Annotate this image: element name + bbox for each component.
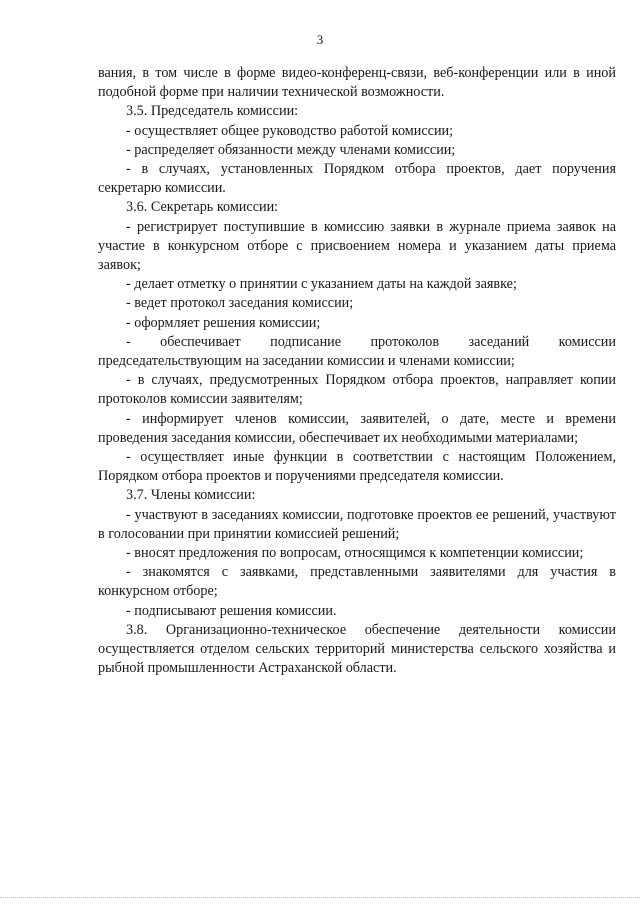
list-item: - обеспечивает подписание протоколов заседаний комиссии председательствующим на заседании комиссии и членами комиссии; bbox=[98, 333, 616, 370]
list-item: - в случаях, установленных Порядком отбора проектов, дает поручения секретарю комиссии. bbox=[98, 161, 616, 197]
list-item: - делает отметку о принятии с указанием даты на каждой заявке; bbox=[126, 276, 517, 293]
list-item: - подписывают решения комиссии. bbox=[126, 602, 337, 619]
scan-bottom-edge bbox=[0, 897, 640, 898]
list-item: - знакомятся с заявками, представленными заявителями для участия в конкурсном отборе; bbox=[98, 564, 616, 600]
section-paragraph-3-8: 3.8. Организационно-техническое обеспечение деятельности комиссии осуществляется отделом сельских территорий министерства сельского хозяйства и рыбной промышленности Астраханской области. bbox=[98, 621, 616, 677]
list-item: - участвуют в заседаниях комиссии, подготовке проектов ее решений, участвуют в голосовании при принятии комиссией решений; bbox=[98, 506, 616, 542]
list-item: - распределяет обязанности между членами комиссии; bbox=[126, 141, 456, 158]
page-number: 3 bbox=[316, 32, 324, 47]
document-body bbox=[98, 64, 616, 679]
list-item: - осуществляет иные функции в соответствии с настоящим Положением, Порядком отбора проектов и поручениями председателя комиссии. bbox=[98, 449, 616, 485]
section-heading-3-7: 3.7. Члены комиссии: bbox=[126, 487, 256, 504]
list-item: - оформляет решения комиссии; bbox=[126, 314, 321, 331]
list-item: - информирует членов комиссии, заявителей, о дате, месте и времени проведения заседания комиссии, обеспечивает их необходимыми материалами; bbox=[98, 410, 616, 446]
list-item: - в случаях, предусмотренных Порядком отбора проектов, направляет копии протоколов комиссии заявителям; bbox=[98, 372, 616, 408]
list-item: - регистрирует поступившие в комиссию заявки в журнале приема заявок на участие в конкурсном отборе с присвоением номера и указанием даты приема заявок; bbox=[98, 218, 616, 274]
list-item: - ведет протокол заседания комиссии; bbox=[126, 295, 354, 312]
list-item: - вносят предложения по вопросам, относящимся к компетенции комиссии; bbox=[126, 545, 584, 562]
list-item: - осуществляет общее руководство работой комиссии; bbox=[126, 122, 454, 139]
section-heading-3-5: 3.5. Председатель комиссии: bbox=[126, 103, 299, 120]
paragraph-continuation: вания, в том числе в форме видео-конференц-связи, веб-конференции или в иной подобной форме при наличии технической возможности. bbox=[98, 65, 616, 101]
section-heading-3-6: 3.6. Секретарь комиссии: bbox=[126, 199, 279, 216]
